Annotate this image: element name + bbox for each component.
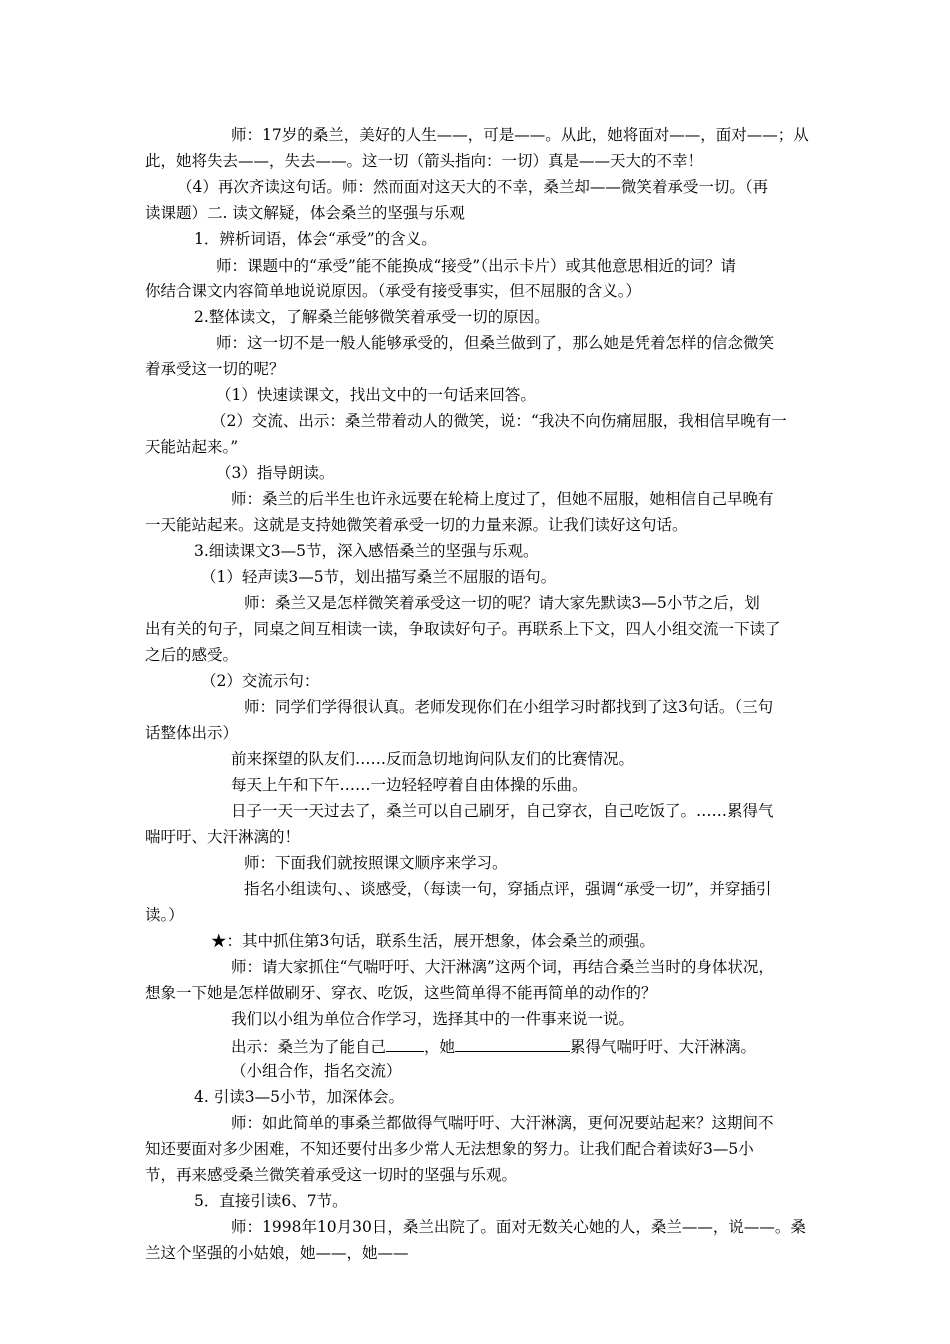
text-line: 师：桑兰又是怎样微笑着承受这一切的呢？请大家先默读3—5小节之后，划 — [244, 594, 760, 612]
blank-underline — [455, 1035, 570, 1052]
text-line: 师：下面我们就按照课文顺序来学习。 — [244, 854, 508, 872]
text-line: （3）指导朗读。 — [216, 464, 335, 482]
text-line: 师：课题中的“承受”能不能换成“接受”（出示卡片）或其他意思相近的词？请 — [216, 257, 736, 275]
text-line: 师：请大家抓住“气喘吁吁、大汗淋漓”这两个词，再结合桑兰当时的身体状况， — [231, 958, 774, 976]
text-line: 前来探望的队友们……反而急切地询问队友们的比赛情况。 — [231, 750, 635, 768]
text-line: （2）交流、出示：桑兰带着动人的微笑，说：“我决不向伤痛屈服，我相信早晚有一 — [211, 412, 787, 430]
text-line: 师：同学们学得很认真。老师发现你们在小组学习时都找到了这3句话。（三句 — [244, 698, 774, 716]
text-line: ★：其中抓住第3句话，联系生活，展开想象，体会桑兰的顽强。 — [211, 932, 655, 950]
text-line: 师：1998年10月30日，桑兰出院了。面对无数关心她的人，桑兰——，说——。桑 — [231, 1218, 806, 1236]
text-line: 喘吁吁、大汗淋漓的！ — [145, 828, 301, 846]
text-line: 想象一下她是怎样做刷牙、穿衣、吃饭，这些简单得不能再简单的动作的？ — [145, 984, 657, 1002]
text-line: 日子一天一天过去了，桑兰可以自己刷牙，自己穿衣，自己吃饭了。……累得气 — [231, 802, 774, 820]
fill-in-line — [231, 1035, 756, 1057]
text-line: 兰这个坚强的小姑娘，她——，她—— — [145, 1244, 409, 1262]
prompt-text: ，她 — [424, 1038, 456, 1056]
text-line: 你结合课文内容简单地说说原因。（承受有接受事实，但不屈服的含义。） — [145, 282, 642, 300]
text-line: 知还要面对多少困难，不知还要付出多少常人无法想象的努力。让我们配合着读好3—5小 — [145, 1140, 754, 1158]
text-line: 师：17岁的桑兰，美好的人生——，可是——。从此，她将面对——，面对——；从 — [231, 126, 809, 144]
text-line: （1）轻声读3—5节，划出描写桑兰不屈服的语句。 — [201, 568, 557, 586]
text-line: 出有关的句子，同桌之间互相读一读，争取读好句子。再联系上下文，四人小组交流一下读了 — [145, 620, 781, 638]
text-line: 每天上午和下午……一边轻轻哼着自由体操的乐曲。 — [231, 776, 588, 794]
text-line: 话整体出示） — [145, 724, 239, 742]
text-line: 3.细读课文3—5节，深入感悟桑兰的坚强与乐观。 — [194, 542, 539, 560]
text-line: 读课题）二. 读文解疑，体会桑兰的坚强与乐观 — [145, 204, 465, 222]
text-line: 5．直接引读6、7节。 — [194, 1192, 348, 1210]
text-line: （1）快速读课文，找出文中的一句话来回答。 — [216, 386, 536, 404]
text-line: 2.整体读文，了解桑兰能够微笑着承受一切的原因。 — [194, 308, 550, 326]
text-line: 节，再来感受桑兰微笑着承受这一切时的坚强与乐观。 — [145, 1166, 518, 1184]
text-line: 1．辨析词语，体会“承受”的含义。 — [194, 230, 437, 248]
text-line: （2）交流示句： — [201, 672, 320, 690]
text-line: 着承受这一切的呢？ — [145, 360, 285, 378]
prompt-text: 累得气喘吁吁、大汗淋漓。 — [570, 1038, 757, 1056]
text-line: （小组合作，指名交流） — [231, 1062, 402, 1080]
text-line: 天能站起来。” — [145, 438, 239, 456]
text-line: 师：这一切不是一般人能够承受的，但桑兰做到了，那么她是凭着怎样的信念微笑 — [216, 334, 775, 352]
text-line: 4. 引读3—5小节，加深体会。 — [194, 1088, 404, 1106]
text-line: 指名小组读句、、谈感受，（每读一句，穿插点评，强调“承受一切”，并穿插引 — [244, 880, 772, 898]
text-line: 我们以小组为单位合作学习，选择其中的一件事来说一说。 — [231, 1010, 635, 1028]
text-line: 一天能站起来。这就是支持她微笑着承受一切的力量来源。让我们读好这句话。 — [145, 516, 688, 534]
prompt-text: 出示：桑兰为了能自己 — [231, 1038, 387, 1056]
text-line: 读。） — [145, 906, 184, 924]
text-line: （4）再次齐读这句话。师：然而面对这天大的不幸，桑兰却——微笑着承受一切。（再 — [177, 178, 769, 196]
text-line: 师：桑兰的后半生也许永远要在轮椅上度过了，但她不屈服，她相信自己早晚有 — [231, 490, 774, 508]
blank-underline — [386, 1035, 424, 1052]
text-line: 此，她将失去——，失去——。这一切（箭头指向：一切）真是——天大的不幸！ — [145, 152, 704, 170]
text-line: 师：如此简单的事桑兰都做得气喘吁吁、大汗淋漓，更何况要站起来？这期间不 — [231, 1114, 774, 1132]
text-line: 之后的感受。 — [145, 646, 239, 664]
